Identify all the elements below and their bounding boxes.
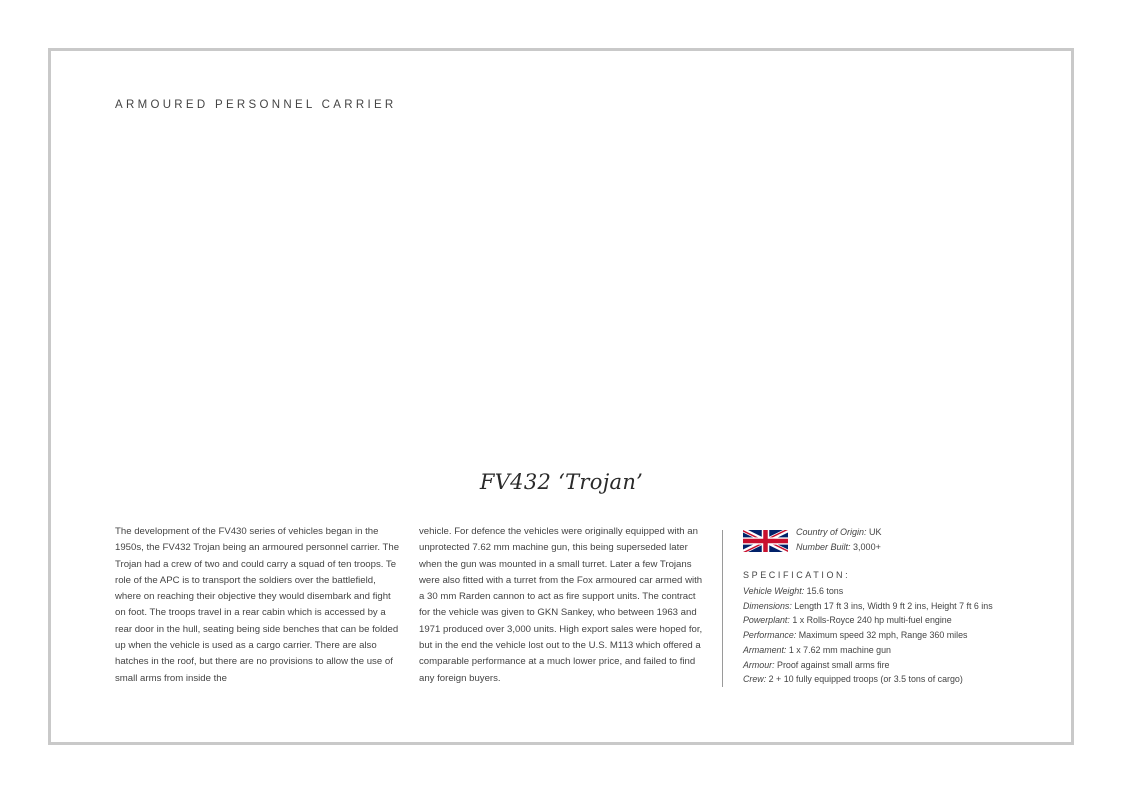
- spec-value: Maximum speed 32 mph, Range 360 miles: [798, 630, 968, 641]
- origin-info: [796, 525, 882, 554]
- spec-label: Dimensions:: [743, 600, 792, 611]
- spec-armament: [743, 643, 993, 658]
- specification-list: [743, 584, 993, 687]
- spec-performance: [743, 628, 993, 643]
- spec-label: Vehicle Weight:: [743, 586, 805, 596]
- spec-value: 2 + 10 fully equipped troops (or 3.5 tons of cargo): [768, 674, 963, 685]
- country-row: [796, 525, 882, 540]
- spec-armour: [743, 658, 993, 673]
- spec-value: Length 17 ft 3 ins, Width 9 ft 2 ins, Height 7 ft 6 ins: [794, 600, 993, 611]
- spec-value: 1 x 7.62 mm machine gun: [788, 644, 891, 655]
- spec-powerplant: [743, 613, 993, 628]
- column-divider: [722, 530, 723, 687]
- spec-vehicle-weight: [743, 584, 993, 599]
- specification-heading: SPECIFICATION:: [743, 570, 851, 580]
- body-text-column-1: The development of the FV430 series of vehicles began in the 1950s, the FV432 Trojan being an armoured personnel carrier. The Trojan had a crew of two and could carry a squad of ten troops. Te role of the APC is to transport the soldiers over the battlefield, where on reaching their objective they would disembark and fight on foot. The troops travel in a rear cabin which is accessed by a rear door in the hull, seating being side benches that can be folded up when the vehicle is used as a cargo carrier. There are also hatches in the roof, but there are no provisions to allow the use of small arms from inside the: [115, 526, 400, 684]
- spec-label: Performance:: [743, 630, 797, 641]
- spec-label: Armament:: [743, 644, 787, 655]
- spec-label: Crew:: [743, 674, 767, 685]
- category-heading: ARMOURED PERSONNEL CARRIER: [115, 99, 397, 111]
- spec-crew: [743, 672, 993, 687]
- vehicle-title: FV432 ‘Trojan’: [479, 470, 644, 494]
- spec-label: Powerplant:: [743, 615, 790, 626]
- number-built-value: 3,000+: [853, 541, 881, 552]
- union-jack-flag-icon: [743, 530, 788, 552]
- spec-value: Proof against small arms fire: [777, 659, 890, 670]
- country-value: UK: [869, 527, 882, 537]
- spec-dimensions: [743, 599, 993, 614]
- country-label: Country of Origin:: [796, 527, 867, 537]
- spec-label: Armour:: [743, 659, 775, 670]
- spec-value: 1 x Rolls-Royce 240 hp multi-fuel engine: [792, 615, 952, 626]
- number-built-row: [796, 540, 882, 555]
- body-text-column-2: vehicle. For defence the vehicles were originally equipped with an unprotected 7.62 mm machine gun, this being superseded later when the gun was mounted in a small turret. Later a few Trojans were also fitted with a turret from the Fox armoured car armed with a 30 mm Rarden cannon to act as fire support units. The contract for the vehicle was given to GKN Sankey, who between 1963 and 1971 produced over 3,000 units. High export sales were hoped for, but in the end the vehicle lost out to the U.S. M113 which offered a comparable performance at a much lower price, and failed to find any foreign buyers.: [419, 526, 703, 684]
- spec-value: 15.6 tons: [806, 586, 844, 596]
- number-built-label: Number Built:: [796, 541, 851, 552]
